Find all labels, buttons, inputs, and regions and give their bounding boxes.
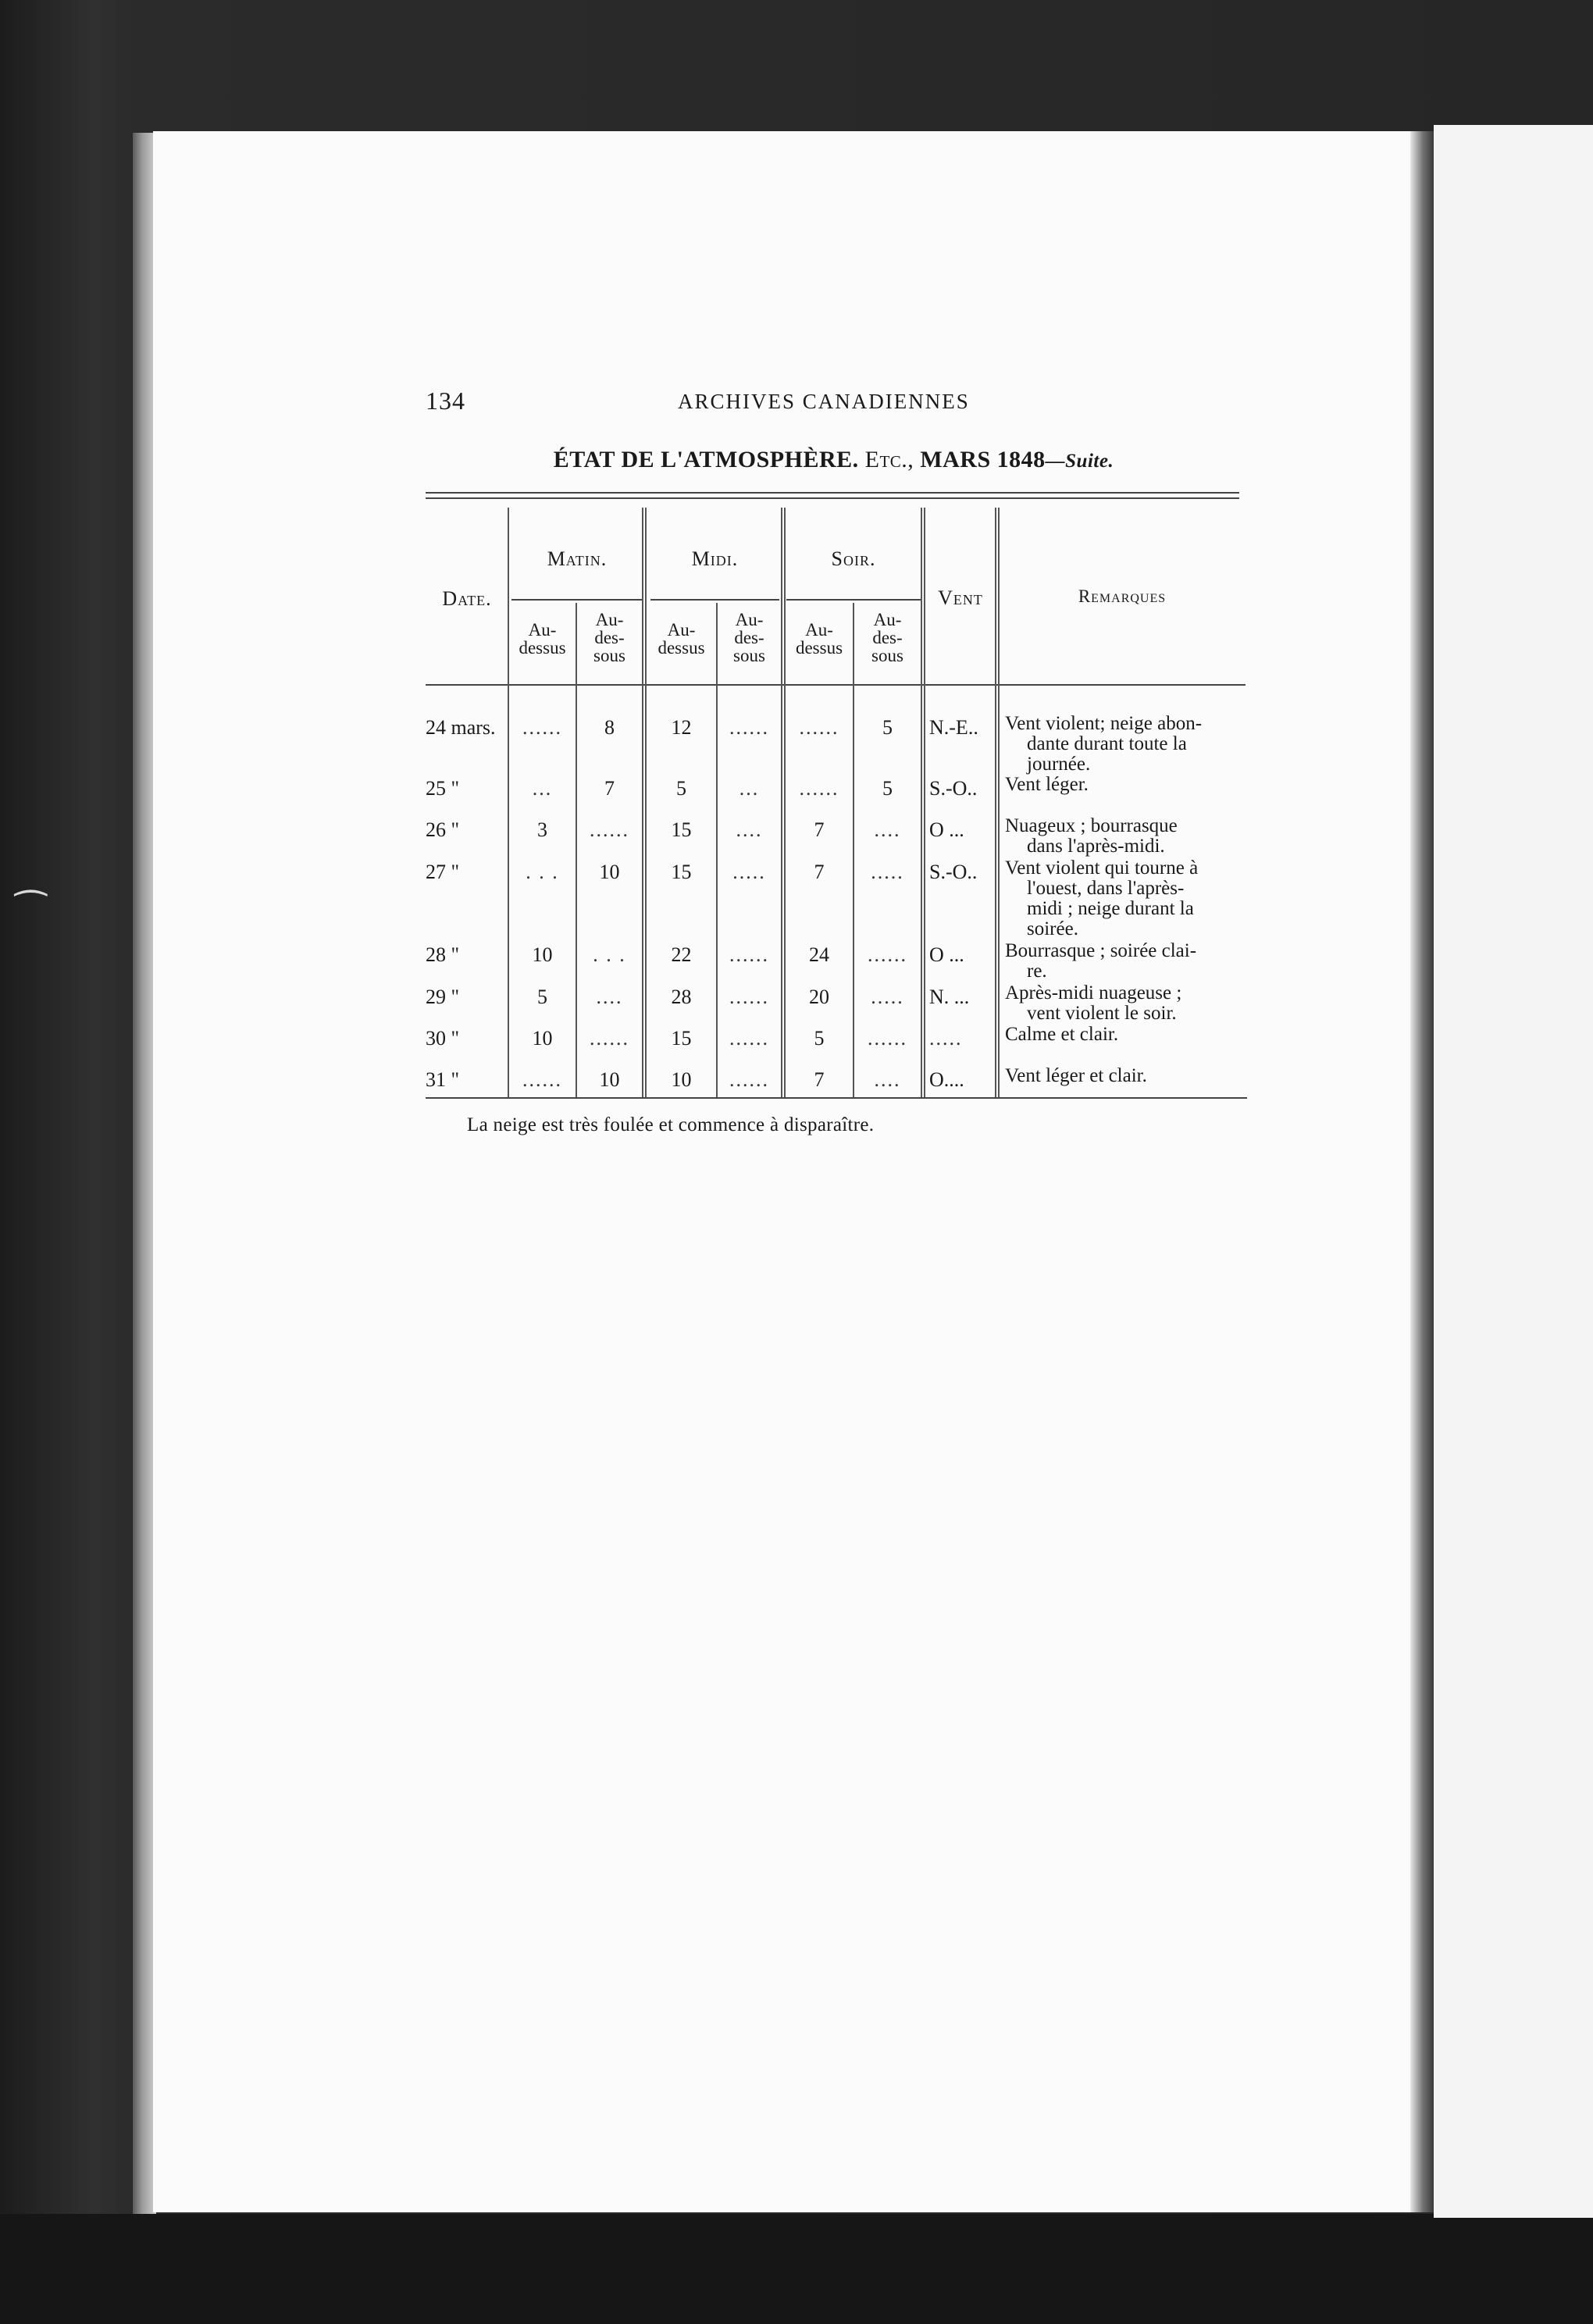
row-25-matin-dessus: ... bbox=[532, 777, 553, 800]
subheader-midi-dessous: Au- des- sous bbox=[733, 610, 765, 665]
row-27-midi-dessous: ..... bbox=[732, 861, 766, 883]
row-29-soir-dessous: ..... bbox=[871, 986, 904, 1008]
row-31-vent: O.... bbox=[929, 1068, 964, 1091]
subheader-matin-dessous: Au- des- sous bbox=[593, 610, 625, 665]
row-30-midi-dessus: 15 bbox=[671, 1027, 692, 1050]
row-24-date: 24 mars. bbox=[426, 716, 496, 739]
running-head bbox=[426, 387, 988, 418]
row-29-remarques: Après-midi nuageuse ; vent violent le soir. bbox=[1005, 982, 1182, 1024]
col-line-matin-mid bbox=[576, 603, 577, 1097]
row-30-matin-dessus: 10 bbox=[532, 1027, 553, 1050]
table-title bbox=[426, 447, 1242, 473]
row-30-soir-dessus: 5 bbox=[814, 1027, 825, 1050]
row-31-midi-dessous: ...... bbox=[729, 1068, 769, 1091]
subheader-rule-soir bbox=[786, 599, 921, 601]
row-24-matin-dessus: ...... bbox=[522, 716, 562, 739]
row-28-vent: O ... bbox=[929, 943, 964, 966]
header-date: Date. bbox=[442, 587, 492, 610]
row-31-matin-dessus: ...... bbox=[522, 1068, 562, 1091]
table-footnote: La neige est très foulée et commence à disparaître. bbox=[467, 1114, 875, 1135]
row-29-date: 29 " bbox=[426, 986, 460, 1008]
row-28-midi-dessus: 22 bbox=[671, 943, 692, 966]
row-29-midi-dessus: 28 bbox=[671, 986, 692, 1008]
row-26-remarques: Nuageux ; bourrasque dans l'après-midi. bbox=[1005, 815, 1178, 857]
row-28-date: 28 " bbox=[426, 943, 460, 966]
row-30-midi-dessous: ...... bbox=[729, 1027, 769, 1050]
page-gutter-shadow bbox=[1410, 131, 1434, 2212]
row-27-soir-dessus: 7 bbox=[814, 861, 825, 883]
row-24-midi-dessous: ...... bbox=[729, 716, 769, 739]
row-25-soir-dessus: ...... bbox=[799, 777, 839, 800]
row-27-soir-dessous: ..... bbox=[871, 861, 904, 883]
row-24-soir-dessus: ...... bbox=[799, 716, 839, 739]
table-bottom-rule bbox=[426, 1097, 1247, 1099]
table-title-suite: —Suite. bbox=[1045, 451, 1114, 472]
row-29-matin-dessous: .... bbox=[596, 986, 623, 1008]
subheader-midi-dessus: Au- dessus bbox=[658, 620, 705, 658]
row-27-remarques: Vent violent qui tourne à l'ouest, dans l'après- midi ; neige durant la soirée. bbox=[1005, 857, 1199, 939]
running-title: ARCHIVES CANADIENNES bbox=[678, 390, 970, 413]
row-28-soir-dessous: ...... bbox=[868, 943, 907, 966]
row-25-midi-dessus: 5 bbox=[676, 777, 686, 800]
book-page bbox=[153, 131, 1410, 2212]
margin-mark: ⁀ bbox=[16, 890, 46, 934]
row-29-soir-dessus: 20 bbox=[809, 986, 829, 1008]
col-line-midi-mid bbox=[716, 603, 718, 1097]
row-31-soir-dessous: .... bbox=[874, 1068, 901, 1091]
row-30-date: 30 " bbox=[426, 1027, 460, 1050]
table-title-etc: Etc., bbox=[864, 447, 914, 472]
facing-page bbox=[1434, 125, 1593, 2218]
row-25-midi-dessous: ... bbox=[739, 777, 760, 800]
row-29-matin-dessus: 5 bbox=[537, 986, 547, 1008]
row-30-remarques: Calme et clair. bbox=[1005, 1024, 1119, 1045]
row-27-date: 27 " bbox=[426, 861, 460, 883]
header-matin: Matin. bbox=[547, 547, 608, 570]
row-30-vent: ..... bbox=[929, 1027, 963, 1050]
subheader-rule-midi bbox=[650, 599, 779, 601]
row-27-midi-dessus: 15 bbox=[671, 861, 692, 883]
row-30-matin-dessous: ...... bbox=[590, 1027, 629, 1050]
subheader-rule-matin bbox=[511, 599, 643, 601]
row-30-soir-dessous: ...... bbox=[868, 1027, 907, 1050]
row-28-soir-dessus: 24 bbox=[809, 943, 829, 966]
header-bottom-rule bbox=[426, 684, 1246, 686]
row-24-remarques: Vent violent; neige abon- dante durant toute la journée. bbox=[1005, 713, 1203, 775]
row-27-matin-dessus: . . . bbox=[526, 861, 559, 883]
row-24-midi-dessus: 12 bbox=[671, 716, 692, 739]
row-24-matin-dessous: 8 bbox=[604, 716, 615, 739]
scan-bottom-border bbox=[0, 2214, 1593, 2324]
subheader-soir-dessous: Au- des- sous bbox=[871, 610, 903, 665]
table-title-main: ÉTAT DE L'ATMOSPHÈRE. bbox=[553, 447, 859, 472]
col-line-soir-vent bbox=[921, 508, 925, 1097]
header-remarques: Remarques bbox=[1078, 586, 1167, 606]
row-26-soir-dessous: .... bbox=[874, 818, 901, 841]
row-28-matin-dessus: 10 bbox=[532, 943, 553, 966]
row-26-soir-dessus: 7 bbox=[814, 818, 825, 841]
row-26-date: 26 " bbox=[426, 818, 460, 841]
table-title-month: MARS 1848 bbox=[920, 447, 1046, 472]
row-25-date: 25 " bbox=[426, 777, 460, 800]
row-31-date: 31 " bbox=[426, 1068, 460, 1091]
subheader-soir-dessus: Au- dessus bbox=[795, 620, 843, 658]
row-28-matin-dessous: . . . bbox=[593, 943, 626, 966]
col-line-soir-mid bbox=[853, 603, 854, 1097]
row-31-soir-dessus: 7 bbox=[814, 1068, 825, 1091]
row-24-vent: N.-E.. bbox=[929, 716, 978, 739]
row-28-midi-dessous: ...... bbox=[729, 943, 769, 966]
header-midi: Midi. bbox=[691, 547, 739, 570]
row-31-midi-dessus: 10 bbox=[671, 1068, 692, 1091]
row-26-midi-dessous: .... bbox=[736, 818, 763, 841]
header-vent: Vent bbox=[938, 586, 983, 609]
table-top-rule bbox=[426, 492, 1239, 494]
row-25-vent: S.-O.. bbox=[929, 777, 978, 800]
row-28-remarques: Bourrasque ; soirée clai- re. bbox=[1005, 940, 1197, 982]
row-26-midi-dessus: 15 bbox=[671, 818, 692, 841]
table-top-rule-2 bbox=[426, 497, 1239, 499]
row-26-matin-dessous: ...... bbox=[590, 818, 629, 841]
row-29-midi-dessous: ...... bbox=[729, 986, 769, 1008]
row-25-soir-dessous: 5 bbox=[882, 777, 893, 800]
row-31-matin-dessous: 10 bbox=[599, 1068, 620, 1091]
row-29-vent: N. ... bbox=[929, 986, 970, 1008]
header-soir: Soir. bbox=[831, 547, 876, 570]
row-27-matin-dessous: 10 bbox=[599, 861, 620, 883]
subheader-matin-dessus: Au- dessus bbox=[519, 620, 566, 658]
row-25-matin-dessous: 7 bbox=[604, 777, 615, 800]
row-24-soir-dessous: 5 bbox=[882, 716, 893, 739]
col-line-vent-remarques bbox=[995, 508, 1000, 1097]
row-26-vent: O ... bbox=[929, 818, 964, 841]
row-31-remarques: Vent léger et clair. bbox=[1005, 1065, 1147, 1086]
row-25-remarques: Vent léger. bbox=[1005, 774, 1089, 795]
row-26-matin-dessus: 3 bbox=[537, 818, 547, 841]
row-27-vent: S.-O.. bbox=[929, 861, 978, 883]
page-number: 134 bbox=[426, 387, 465, 415]
